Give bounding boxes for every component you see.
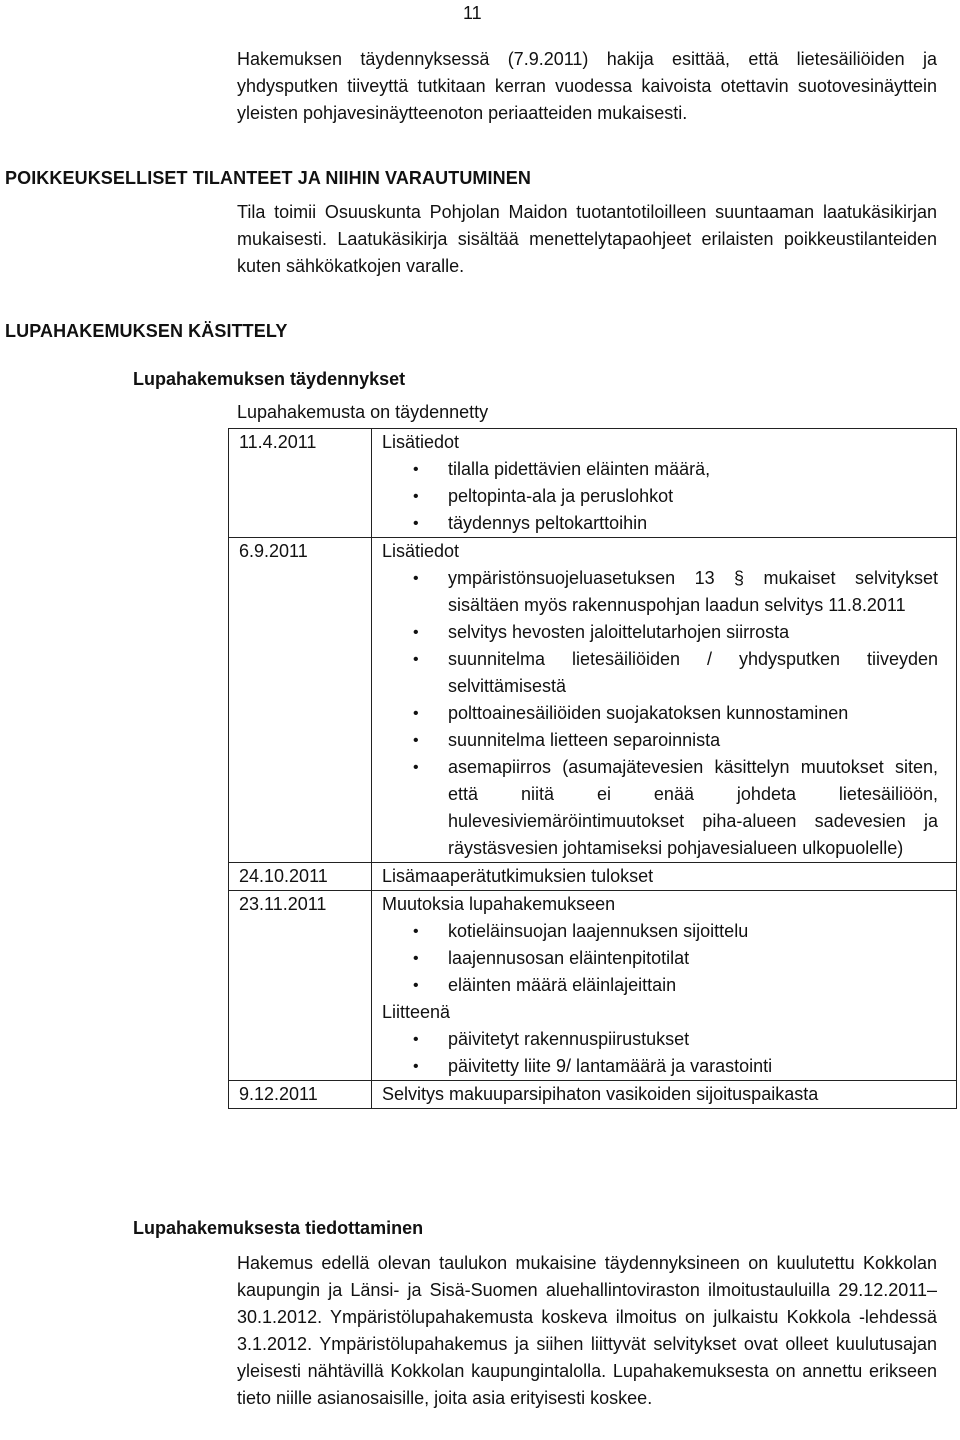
heading-application-processing: LUPAHAKEMUKSEN KÄSITTELY [5,321,288,341]
row-date: 24.10.2011 [229,863,372,891]
row-content [372,891,957,1081]
list-item: • ympäristönsuojeluasetuksen 13 § mukaiset selvitykset sisältäen myös rakennuspohjan laadun selvitys 11.8.2011 [448,565,938,619]
row-content [372,538,957,863]
list-item: • suunnitelma lietesäiliöiden / yhdysputken tiiveyden selvittämisestä [448,646,938,700]
supplements-table [228,428,957,1109]
list-item: • kotieläinsuojan laajennuksen sijoittelu [448,918,938,945]
row-date: 23.11.2011 [229,891,372,1081]
row-date: 6.9.2011 [229,538,372,863]
heading-exceptional-situations: POIKKEUKSELLISET TILANTEET JA NIIHIN VARAUTUMINEN [5,168,531,188]
list-item: • tilalla pidettävien eläinten määrä, [448,456,938,483]
intro-text: Hakemuksen täydennyksessä (7.9.2011) hakija esittää, että lietesäiliöiden ja yhdysputken tiiveyttä tutkitaan kerran vuodessa kaivoista otettavin suotovesinäyttein yleisten pohjavesinäytteenoton periaatteiden mukaisesti. [237,49,937,123]
subheading-supplements: Lupahakemuksen täydennykset [133,369,406,389]
row-bullet-list [382,918,938,999]
row-bullet-list [382,456,938,537]
subheading-notice: Lupahakemuksesta tiedottaminen [133,1218,424,1238]
list-item: • suunnitelma lietteen separoinnista [448,727,938,754]
row-date: 11.4.2011 [229,429,372,538]
page-number: 11 [463,3,482,23]
row-sub-bullet-list [382,1026,938,1080]
exceptional-paragraph [237,199,937,280]
exceptional-text: Tila toimii Osuuskunta Pohjolan Maidon tuotantotiloilleen suuntaaman laatukäsikirjan mukaisesti. Laatukäsikirja sisältää menettelytapaohjeet erilaisten poikkeustilanteiden kuten sähkökatkojen varalle. [237,202,937,276]
list-item: • polttoainesäiliöiden suojakatoksen kunnostaminen [448,700,938,727]
row-date: 9.12.2011 [229,1081,372,1109]
table-row [229,429,957,538]
notice-text: Hakemus edellä olevan taulukon mukaisine täydennyksineen on kuulutettu Kokkolan kaupungin ja Länsi- ja Sisä-Suomen aluehallintoviraston ilmoitustauluilla 29.12.2011–30.1.2012. Ympäristölupahakemusta koskeva ilmoitus on julkaistu Kokkola -lehdessä 3.1.2012. Ympäristölupahakemus ja siihen liittyvät selvitykset ovat olleet kuulutusajan yleisesti nähtävillä Kokkolan kaupungintalolla. Lupahakemuksesta on annettu erikseen tieto niille asianosaisille, joita asia erityisesti koskee. [237,1253,937,1408]
row-title: Lisätiedot [382,432,460,452]
table-row [229,891,957,1081]
list-item: • päivitetyt rakennuspiirustukset [448,1026,938,1053]
table-row [229,1081,957,1109]
row-content [372,1081,957,1109]
list-item: • eläinten määrä eläinlajeittain [448,972,938,999]
row-content [372,429,957,538]
row-title: Lisämaaperätutkimuksien tulokset [382,866,654,886]
list-item: • peltopinta-ala ja peruslohkot [448,483,938,510]
notice-paragraph [237,1250,937,1412]
table-row [229,538,957,863]
row-title: Selvitys makuuparsipihaton vasikoiden sijoituspaikasta [382,1084,819,1104]
list-item: • asemapiirros (asumajätevesien käsittelyn muutokset siten, että niitä ei enää johdeta lietesäiliöön, hulevesiviemäröintimuutokset piha-alueen sadevesien ja räystäsvesien johtamiseksi pohjavesialueen ulkopuolelle) [448,754,938,862]
list-item: • päivitetty liite 9/ lantamäärä ja varastointi [448,1053,938,1080]
list-item: • selvitys hevosten jaloittelutarhojen siirrosta [448,619,938,646]
intro-paragraph [237,46,937,127]
row-content [372,863,957,891]
row-title: Muutoksia lupahakemukseen [382,894,616,914]
list-item: • laajennusosan eläintenpitotilat [448,945,938,972]
row-bullet-list [382,565,938,862]
supplements-lead: Lupahakemusta on täydennetty [237,402,489,422]
row-subtitle: Liitteenä [382,1002,451,1022]
table-row [229,863,957,891]
row-title: Lisätiedot [382,541,460,561]
list-item: • täydennys peltokarttoihin [448,510,938,537]
